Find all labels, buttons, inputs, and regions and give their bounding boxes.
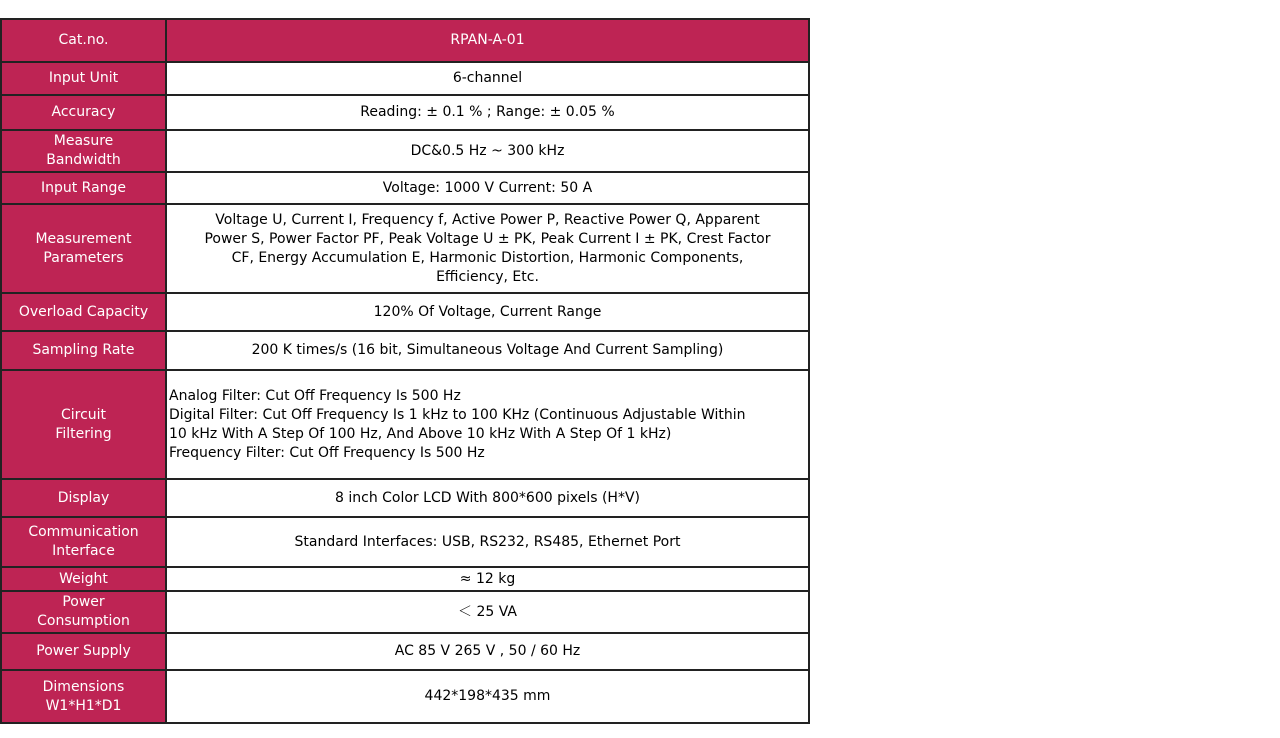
row-value-input-range: Voltage: 1000 V Current: 50 A: [166, 172, 809, 204]
label-line: Measure: [53, 133, 114, 149]
value-line: Analog Filter: Cut Off Frequency Is 500 Hz: [169, 387, 461, 404]
table-row: [1, 95, 809, 130]
label-line: Interface: [52, 543, 115, 559]
table-row: [1, 591, 809, 633]
row-label-input-range: Input Range: [1, 172, 166, 204]
table-header-row: [1, 19, 809, 62]
row-label-weight: Weight: [1, 567, 166, 591]
row-value-accuracy: Reading: ± 0.1 % ; Range: ± 0.05 %: [166, 95, 809, 130]
table-row: [1, 370, 809, 479]
value-line: Power S, Power Factor PF, Peak Voltage U ± PK, Peak Current I ± PK, Crest Factor: [204, 230, 771, 247]
row-value-input-unit: 6-channel: [166, 62, 809, 95]
row-value-power-consumption: ＜ 25 VA: [166, 591, 809, 633]
table-row: [1, 517, 809, 567]
value-line: Voltage U, Current I, Frequency f, Active Power P, Reactive Power Q, Apparent: [215, 211, 760, 228]
row-label-accuracy: Accuracy: [1, 95, 166, 130]
label-line: Dimensions: [42, 678, 125, 695]
table-row: [1, 172, 809, 204]
row-value-display: 8 inch Color LCD With 800*600 pixels (H*V): [166, 479, 809, 517]
row-label-power-supply: Power Supply: [1, 633, 166, 670]
row-label-input-unit: Input Unit: [1, 62, 166, 95]
catno-value: RPAN-A-01: [166, 19, 809, 62]
label-line: Power: [62, 594, 105, 610]
table-row: [1, 633, 809, 670]
spec-table: [0, 18, 810, 724]
value-line: Efficiency, Etc.: [436, 268, 539, 285]
row-label-power-consumption: [1, 591, 166, 633]
table-row: [1, 293, 809, 331]
label-line: Consumption: [37, 613, 130, 629]
label-line: Filtering: [55, 425, 112, 442]
row-value-weight: ≈ 12 kg: [166, 567, 809, 591]
value-line: 10 kHz With A Step Of 100 Hz, And Above 10 kHz With A Step Of 1 kHz): [169, 425, 672, 442]
row-value-bandwidth: DC&0.5 Hz ~ 300 kHz: [166, 130, 809, 172]
row-label-overload-capacity: Overload Capacity: [1, 293, 166, 331]
row-label-circuit-filtering: [1, 370, 166, 479]
value-line: CF, Energy Accumulation E, Harmonic Distortion, Harmonic Components,: [231, 249, 744, 266]
row-value-overload-capacity: 120% Of Voltage, Current Range: [166, 293, 809, 331]
row-value-power-supply: AC 85 V 265 V , 50 / 60 Hz: [166, 633, 809, 670]
row-label-communication-interface: [1, 517, 166, 567]
table-row: [1, 62, 809, 95]
table-row: [1, 331, 809, 370]
table-row: [1, 670, 809, 723]
row-label-dimensions: [1, 670, 166, 723]
row-value-dimensions: 442*198*435 mm: [166, 670, 809, 723]
label-line: Circuit: [60, 406, 107, 423]
table-row: [1, 567, 809, 591]
row-value-communication-interface: Standard Interfaces: USB, RS232, RS485, Ethernet Port: [166, 517, 809, 567]
label-line: W1*H1*D1: [45, 697, 122, 714]
catno-label: Cat.no.: [1, 19, 166, 62]
table-row: [1, 204, 809, 293]
label-line: Measurement: [35, 230, 132, 247]
row-label-sampling-rate: Sampling Rate: [1, 331, 166, 370]
value-line: Frequency Filter: Cut Off Frequency Is 500 Hz: [169, 444, 485, 461]
label-line: Communication: [28, 524, 139, 540]
row-value-measurement-parameters: [166, 204, 809, 293]
value-line: Digital Filter: Cut Off Frequency Is 1 kHz to 100 KHz (Continuous Adjustable Within: [169, 406, 746, 423]
label-line: Bandwidth: [46, 152, 121, 168]
table-row: [1, 479, 809, 517]
row-label-measurement-parameters: [1, 204, 166, 293]
row-label-display: Display: [1, 479, 166, 517]
label-line: Parameters: [43, 249, 124, 266]
table-row: [1, 130, 809, 172]
row-value-sampling-rate: 200 K times/s (16 bit, Simultaneous Voltage And Current Sampling): [166, 331, 809, 370]
row-label-bandwidth: [1, 130, 166, 172]
row-value-circuit-filtering: [166, 370, 809, 479]
